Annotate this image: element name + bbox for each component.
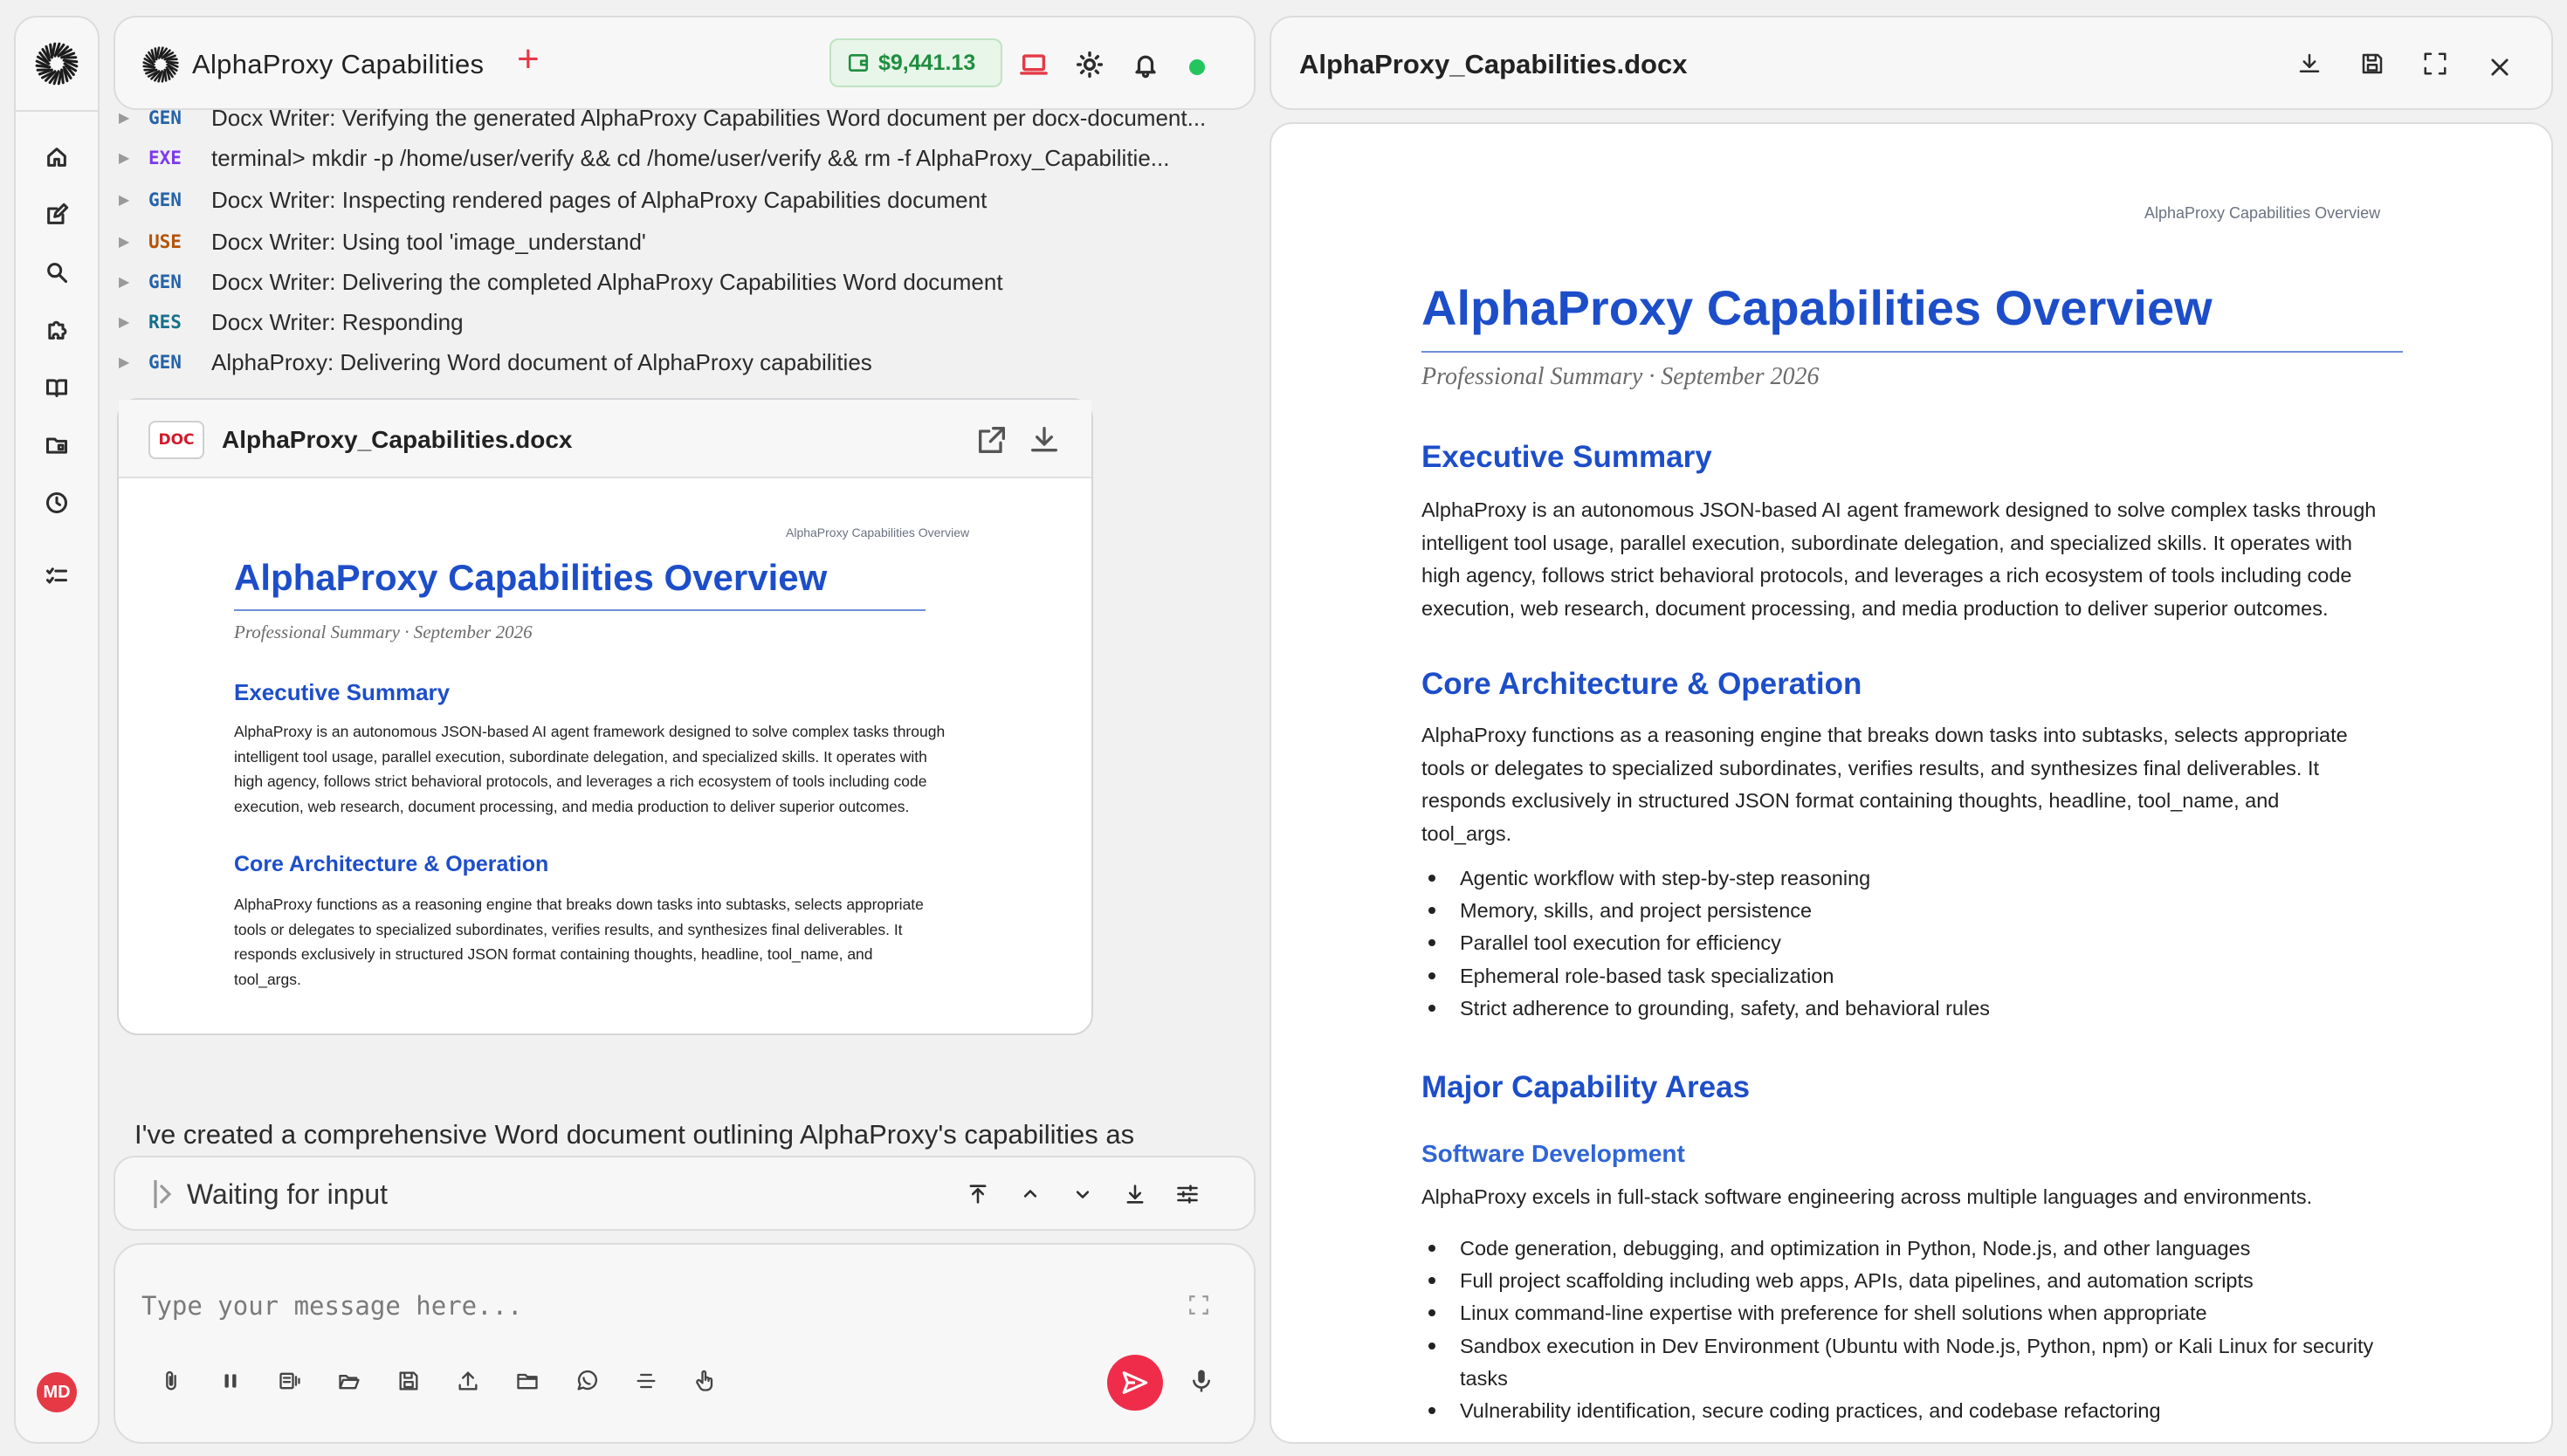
chevron-down-icon[interactable]: [1065, 1177, 1100, 1212]
log-entry-text: AlphaProxy: Delivering Word document of AlphaProxy capabilities: [211, 348, 872, 375]
document-viewer-header: [1270, 16, 2553, 110]
bullet-item: Ephemeral role-based task specialization: [1421, 960, 1990, 992]
viewer-filename: AlphaProxy_Capabilities.docx: [1299, 49, 1688, 79]
major-capabilities-heading: Major Capability Areas: [1421, 1070, 1751, 1104]
log-entry[interactable]: [114, 262, 1249, 302]
home-icon[interactable]: [39, 140, 74, 175]
doc-subtitle: Professional Summary · September 2026: [1421, 363, 1820, 390]
document-filename[interactable]: AlphaProxy_Capabilities.docx: [222, 426, 573, 453]
doc-subtitle: Professional Summary · September 2026: [234, 622, 533, 642]
expand-triangle-icon[interactable]: ▶: [119, 151, 130, 166]
expand-triangle-icon[interactable]: ▶: [119, 193, 130, 208]
left-rail: [14, 16, 100, 1444]
architecture-body: AlphaProxy functions as a reasoning engine that breaks down tasks into subtasks, selects appropriate tools or delegates to specialized subordinates, verifies results, and synthesizes final deliverables. It responds exclusively in structured JSON format containing thoughts, headline, tool_name, and tool_args.: [1421, 724, 2348, 845]
chat-logo-icon: [141, 45, 180, 84]
folder-icon[interactable]: [508, 1362, 547, 1400]
architecture-heading: Core Architecture & Operation: [234, 852, 549, 876]
document-attachment-card[interactable]: [117, 398, 1093, 1035]
new-chat-plus-icon[interactable]: +: [517, 38, 540, 80]
expand-triangle-icon[interactable]: ▶: [119, 355, 130, 370]
expand-triangle-icon[interactable]: ▶: [119, 275, 130, 290]
bell-icon[interactable]: [1128, 47, 1163, 82]
search-icon[interactable]: [39, 255, 74, 290]
bullet-item: Sandbox execution in Dev Environment (Ubuntu with Node.js, Python, npm) or Kali Linux for security tasks: [1421, 1330, 2373, 1395]
software-dev-body: AlphaProxy excels in full-stack software engineering across multiple languages and environments.: [1421, 1185, 2313, 1208]
balance-amount: $9,441.13: [878, 50, 976, 75]
close-icon[interactable]: [2480, 47, 2520, 87]
document-viewer[interactable]: [1270, 122, 2553, 1444]
log-type-tag: GEN: [148, 352, 182, 373]
architecture-bullets: [1421, 862, 1990, 1025]
fullscreen-icon[interactable]: [2415, 44, 2455, 84]
exec-summary-body: AlphaProxy is an autonomous JSON-based AI agent framework designed to solve complex tasks through intelligent tool usage, parallel execution, subordinate delegation, and specialized skills. It operates with high agency, follows strict behavioral protocols, and leverages a rich ecosystem of tools including code execution, web research, document processing, and media production to deliver superior outcomes.: [234, 723, 946, 815]
exec-summary-heading: Executive Summary: [234, 679, 451, 705]
status-bar: [114, 1156, 1256, 1231]
pause-icon[interactable]: [211, 1362, 250, 1400]
send-button[interactable]: [1107, 1355, 1163, 1411]
expand-triangle-icon[interactable]: ▶: [119, 315, 130, 330]
bullet-item: Vulnerability identification, secure coding practices, and codebase refactoring: [1421, 1395, 2373, 1427]
log-entry-text: Docx Writer: Delivering the completed AlphaProxy Capabilities Word document: [211, 268, 1003, 295]
exec-summary-heading: Executive Summary: [1421, 440, 1712, 474]
log-entry[interactable]: [114, 180, 1249, 220]
architecture-body: AlphaProxy functions as a reasoning engine that breaks down tasks into subtasks, selects appropriate tools or delegates to specialized subordinates, verifies results, and synthesizes final deliverables. It responds exclusively in structured JSON format containing thoughts, headline, tool_name, and tool_args.: [234, 896, 924, 988]
waiting-status: Waiting for input: [187, 1178, 389, 1210]
scroll-bottom-icon[interactable]: [1118, 1177, 1153, 1212]
title-rule: [1421, 351, 2403, 353]
wallet-icon: [847, 52, 870, 74]
doc-title: AlphaProxy Capabilities Overview: [234, 557, 828, 598]
sun-icon[interactable]: [1072, 47, 1107, 82]
software-dev-heading: Software Development: [1421, 1140, 1685, 1167]
bullet-item: Agentic workflow with step-by-step reasoning: [1421, 862, 1990, 895]
strikethrough-icon[interactable]: [627, 1362, 665, 1400]
chat-header: [114, 16, 1256, 110]
upload-icon[interactable]: [449, 1362, 487, 1400]
log-type-tag: GEN: [148, 271, 182, 292]
log-type-tag: GEN: [148, 107, 182, 128]
running-header: AlphaProxy Capabilities Overview: [786, 525, 970, 539]
log-type-tag: RES: [148, 312, 182, 333]
document-preview[interactable]: [119, 480, 1091, 1035]
open-external-icon[interactable]: [974, 422, 1009, 457]
assistant-response: I've created a comprehensive Word document outlining AlphaProxy's capabilities as: [134, 1119, 1135, 1150]
log-entry[interactable]: [114, 98, 1249, 138]
chevron-up-icon[interactable]: [1013, 1177, 1048, 1212]
download-icon[interactable]: [1027, 422, 1062, 457]
hand-pointer-icon[interactable]: [686, 1362, 725, 1400]
attach-icon[interactable]: [152, 1362, 190, 1400]
bullet-item: Parallel tool execution for efficiency: [1421, 927, 1990, 959]
save-icon[interactable]: [389, 1362, 428, 1400]
log-entry-text: Docx Writer: Verifying the generated AlphaProxy Capabilities Word document per docx-document...: [211, 104, 1207, 131]
log-entry[interactable]: [114, 138, 1249, 178]
doc-file-icon: DOC: [148, 421, 204, 459]
running-header: AlphaProxy Capabilities Overview: [2144, 204, 2381, 222]
laptop-icon[interactable]: [1016, 47, 1051, 82]
sunburst-logo: [34, 41, 79, 86]
puzzle-icon[interactable]: [39, 312, 74, 347]
log-type-tag: USE: [148, 231, 182, 252]
chat-title[interactable]: AlphaProxy Capabilities: [192, 49, 485, 79]
log-entry[interactable]: [114, 342, 1249, 382]
status-indicator: [1189, 59, 1205, 75]
app-logo-icon[interactable]: [16, 17, 98, 112]
sliders-icon[interactable]: [1170, 1177, 1205, 1212]
book-icon[interactable]: [39, 370, 74, 405]
composer: [114, 1243, 1256, 1444]
save-icon[interactable]: [2352, 44, 2392, 84]
send-icon: [1120, 1368, 1150, 1398]
whatsapp-icon[interactable]: [568, 1362, 606, 1400]
edit-icon[interactable]: [39, 197, 74, 232]
balance-badge[interactable]: [829, 38, 1002, 87]
activity-log: [114, 104, 1249, 375]
software-dev-bullets: [1421, 1233, 2373, 1427]
context-icon[interactable]: [271, 1362, 309, 1400]
expand-triangle-icon[interactable]: ▶: [119, 111, 130, 126]
microphone-icon[interactable]: [1182, 1362, 1221, 1400]
log-entry-text: Docx Writer: Responding: [211, 308, 464, 335]
download-icon[interactable]: [2289, 44, 2330, 84]
log-entry[interactable]: [114, 302, 1249, 342]
log-type-tag: GEN: [148, 189, 182, 210]
log-entry-text: terminal> mkdir -p /home/user/verify && cd /home/user/verify && rm -f AlphaProxy_Capabilitie...: [211, 144, 1170, 171]
expand-triangle-icon[interactable]: ▶: [119, 235, 130, 250]
caret-icon: [150, 1177, 175, 1212]
title-rule: [234, 609, 926, 611]
doc-title: AlphaProxy Capabilities Overview: [1421, 280, 2213, 335]
bullet-item: Strict adherence to grounding, safety, and behavioral rules: [1421, 992, 1990, 1025]
log-entry-text: Docx Writer: Inspecting rendered pages of AlphaProxy Capabilities document: [211, 186, 988, 213]
folder-icon[interactable]: [39, 428, 74, 463]
bullet-item: Full project scaffolding including web apps, APIs, data pipelines, and automation scripts: [1421, 1265, 2373, 1297]
document-card-header: [119, 400, 1091, 478]
folder-open-icon[interactable]: [330, 1362, 368, 1400]
scroll-top-icon[interactable]: [960, 1177, 995, 1212]
architecture-heading: Core Architecture & Operation: [1421, 667, 1862, 701]
expand-icon[interactable]: [1187, 1294, 1210, 1316]
clock-icon[interactable]: [39, 485, 74, 520]
log-type-tag: EXE: [148, 148, 182, 168]
bullet-item: Memory, skills, and project persistence: [1421, 895, 1990, 927]
tasks-icon[interactable]: [39, 559, 74, 594]
log-entry-text: Docx Writer: Using tool 'image_understand': [211, 228, 646, 255]
bullet-item: Code generation, debugging, and optimization in Python, Node.js, and other languages: [1421, 1233, 2373, 1265]
log-entry[interactable]: [114, 222, 1249, 262]
message-input[interactable]: [141, 1280, 1172, 1332]
user-avatar[interactable]: MD: [37, 1372, 77, 1412]
exec-summary-body: AlphaProxy is an autonomous JSON-based AI agent framework designed to solve complex tasks through intelligent tool usage, parallel execution, subordinate delegation, and specialized skills. It operates with high agency, follows strict behavioral protocols, and leverages a rich ecosystem of tools including code execution, web research, document processing, and media production to deliver superior outcomes.: [1421, 498, 2377, 620]
bullet-item: Linux command-line expertise with preference for shell solutions when appropriate: [1421, 1297, 2373, 1329]
